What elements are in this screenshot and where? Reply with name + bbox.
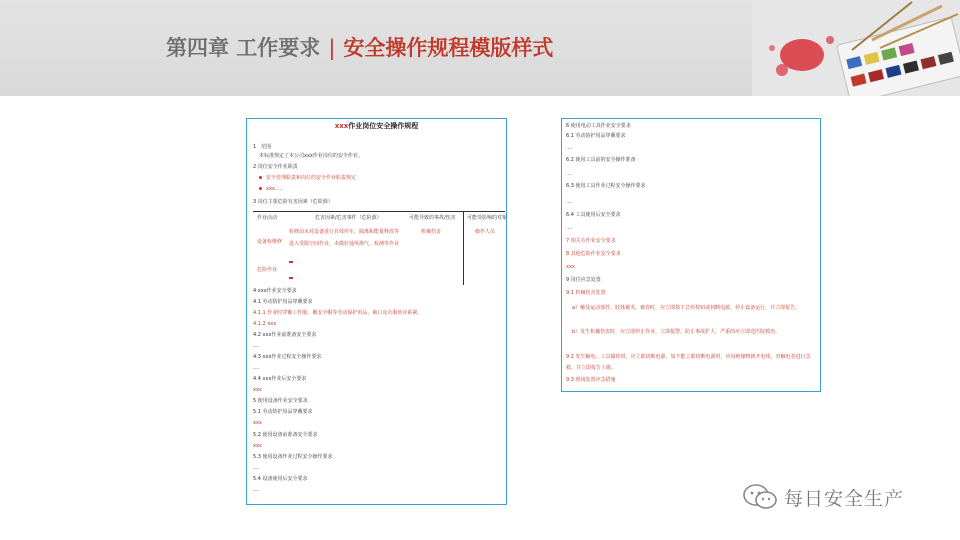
slide-header <box>0 0 960 96</box>
section-line: 6.4 工具使用后安全要求 <box>566 212 621 218</box>
watermark <box>742 482 904 512</box>
subtitle-label: 安全操作规程模版样式 <box>343 36 554 60</box>
document-page-2 <box>561 118 821 392</box>
section-duties: 2 岗位安全作业职责 <box>253 164 298 170</box>
section-line: 4 xxx作业安全要求 <box>253 288 297 294</box>
table-cell-hazard: 检修前未对设备进行有效停车、隔离和能量释放等 <box>289 229 400 235</box>
paragraph-line: a）触及运动部件，肢体被夹、被卷时，应立即按下急停按钮或切断电源，停止设备运行，并立即报告。 <box>572 305 801 311</box>
section-line: 5.2 使用设备前准备安全要求 <box>253 432 318 438</box>
section-line: .... <box>253 365 260 371</box>
table-cell-accident: 机械伤害 <box>421 229 442 235</box>
section-line: 7 相关方作业安全要求 <box>566 238 616 244</box>
section-line: .... <box>253 465 260 471</box>
table-dash-mark <box>289 277 293 279</box>
section-line: xxx <box>566 264 575 270</box>
section-line: .... <box>253 343 260 349</box>
section-line: 4.3 xxx作业过程安全操作要求 <box>253 354 322 360</box>
paragraph-line: b）发生机械伤害时，应立即停止作业，立即报警，防止事故扩大，严重的应立即送医院救治。 <box>572 329 781 335</box>
document-page-1 <box>246 118 507 505</box>
table-header-cell: 危害因素/危害事件（危险源） <box>315 215 382 221</box>
section-hazards: 3 岗位主要危险有害因素（危险源） <box>253 199 333 205</box>
paragraph-line: 9.2 发生触电、工具爆炸时，应立即切断电源，如不能立即切断电源时，应用绝缘物挑开电线，对触电者进行急救，并立即报告上级。 <box>566 354 811 371</box>
wechat-icon <box>742 482 778 512</box>
slide-title <box>166 33 553 63</box>
section-line: xxx <box>253 443 262 449</box>
table-header-cell: 可能受影响的对象 <box>467 215 508 221</box>
section-line: 5.1 劳动防护用品穿戴要求 <box>253 409 313 415</box>
section-line: .... <box>253 487 260 493</box>
bullet-icon <box>259 176 262 179</box>
duty-item <box>259 186 283 192</box>
section-line: 4.1 劳动防护用品穿戴要求 <box>253 299 313 305</box>
table-dash-mark <box>289 261 293 263</box>
section-line: 9.1 机械伤害处置 <box>566 290 606 296</box>
title-separator: | <box>328 36 336 60</box>
table-cell-hazard: 进入受限空间作业，未做好通风换气、检测等作业 <box>289 241 400 247</box>
section-line: 6.2 使用工具前的安全操作准备 <box>566 157 636 163</box>
section-line: .... <box>566 145 573 151</box>
section-line: 9.3 现场处置应急措施 <box>566 377 616 383</box>
section-scope: 1 范围 <box>253 144 272 150</box>
table-cell-activity: 危险作业 <box>257 267 278 273</box>
chapter-label: 第四章 工作要求 <box>166 36 321 60</box>
section-line: 9 岗位应急处置 <box>566 277 601 283</box>
section-line: 4.1.1 作业时穿戴工作服、戴安全帽等劳动保护用品，袖口及衣服角应系紧。 <box>253 310 423 316</box>
duty-item-text: xxx..... <box>266 186 283 192</box>
section-line: 5 使用设备作业安全要求 <box>253 398 308 404</box>
table-header-cell: 可能导致的事故/伤害 <box>409 215 456 221</box>
section-line: xxx <box>253 420 262 426</box>
table-top-border <box>253 211 505 212</box>
section-line: xxx <box>253 387 262 393</box>
duty-item-text: 安全管理职责和岗位的安全作业职责规定 <box>266 175 357 181</box>
section-line: 4.4 xxx作业后安全要求 <box>253 376 307 382</box>
scope-text: 本标准规定了本公司xxx作业岗位的安全作业。 <box>259 153 363 159</box>
bullet-icon <box>259 187 262 190</box>
table-header-cell: 作业活动 <box>257 215 278 221</box>
section-line: 6.3 使用工具作业过程安全操作要求 <box>566 183 646 189</box>
section-line: .... <box>566 225 573 231</box>
section-line: 5.4 设备使用后安全要求 <box>253 476 308 482</box>
paint-palette-image <box>752 0 960 96</box>
section-line: 6.1 劳动防护用品穿戴要求 <box>566 133 626 139</box>
document-title <box>247 123 506 129</box>
section-line: 6 使用电动工具作业安全要求 <box>566 123 631 129</box>
hazard-table <box>253 211 508 287</box>
title-text: 作业岗位安全操作规程 <box>348 122 419 130</box>
section-line: 4.1.2 xxx <box>253 321 277 327</box>
duty-item <box>259 175 356 181</box>
table-column-divider <box>463 211 464 285</box>
section-line: .... <box>566 199 573 205</box>
section-line: .... <box>566 171 573 177</box>
table-cell-affected: 操作人员 <box>475 229 496 235</box>
title-placeholder: xxx <box>334 122 349 130</box>
section-line: 4.2 xxx作业前准备安全要求 <box>253 332 317 338</box>
section-line: 8 其他危险作业安全要求 <box>566 251 621 257</box>
table-cell-activity: 设备检维修 <box>257 239 283 245</box>
watermark-text: 每日安全生产 <box>784 487 905 510</box>
section-line: 5.3 使用设备作业过程安全操作要求 <box>253 454 333 460</box>
